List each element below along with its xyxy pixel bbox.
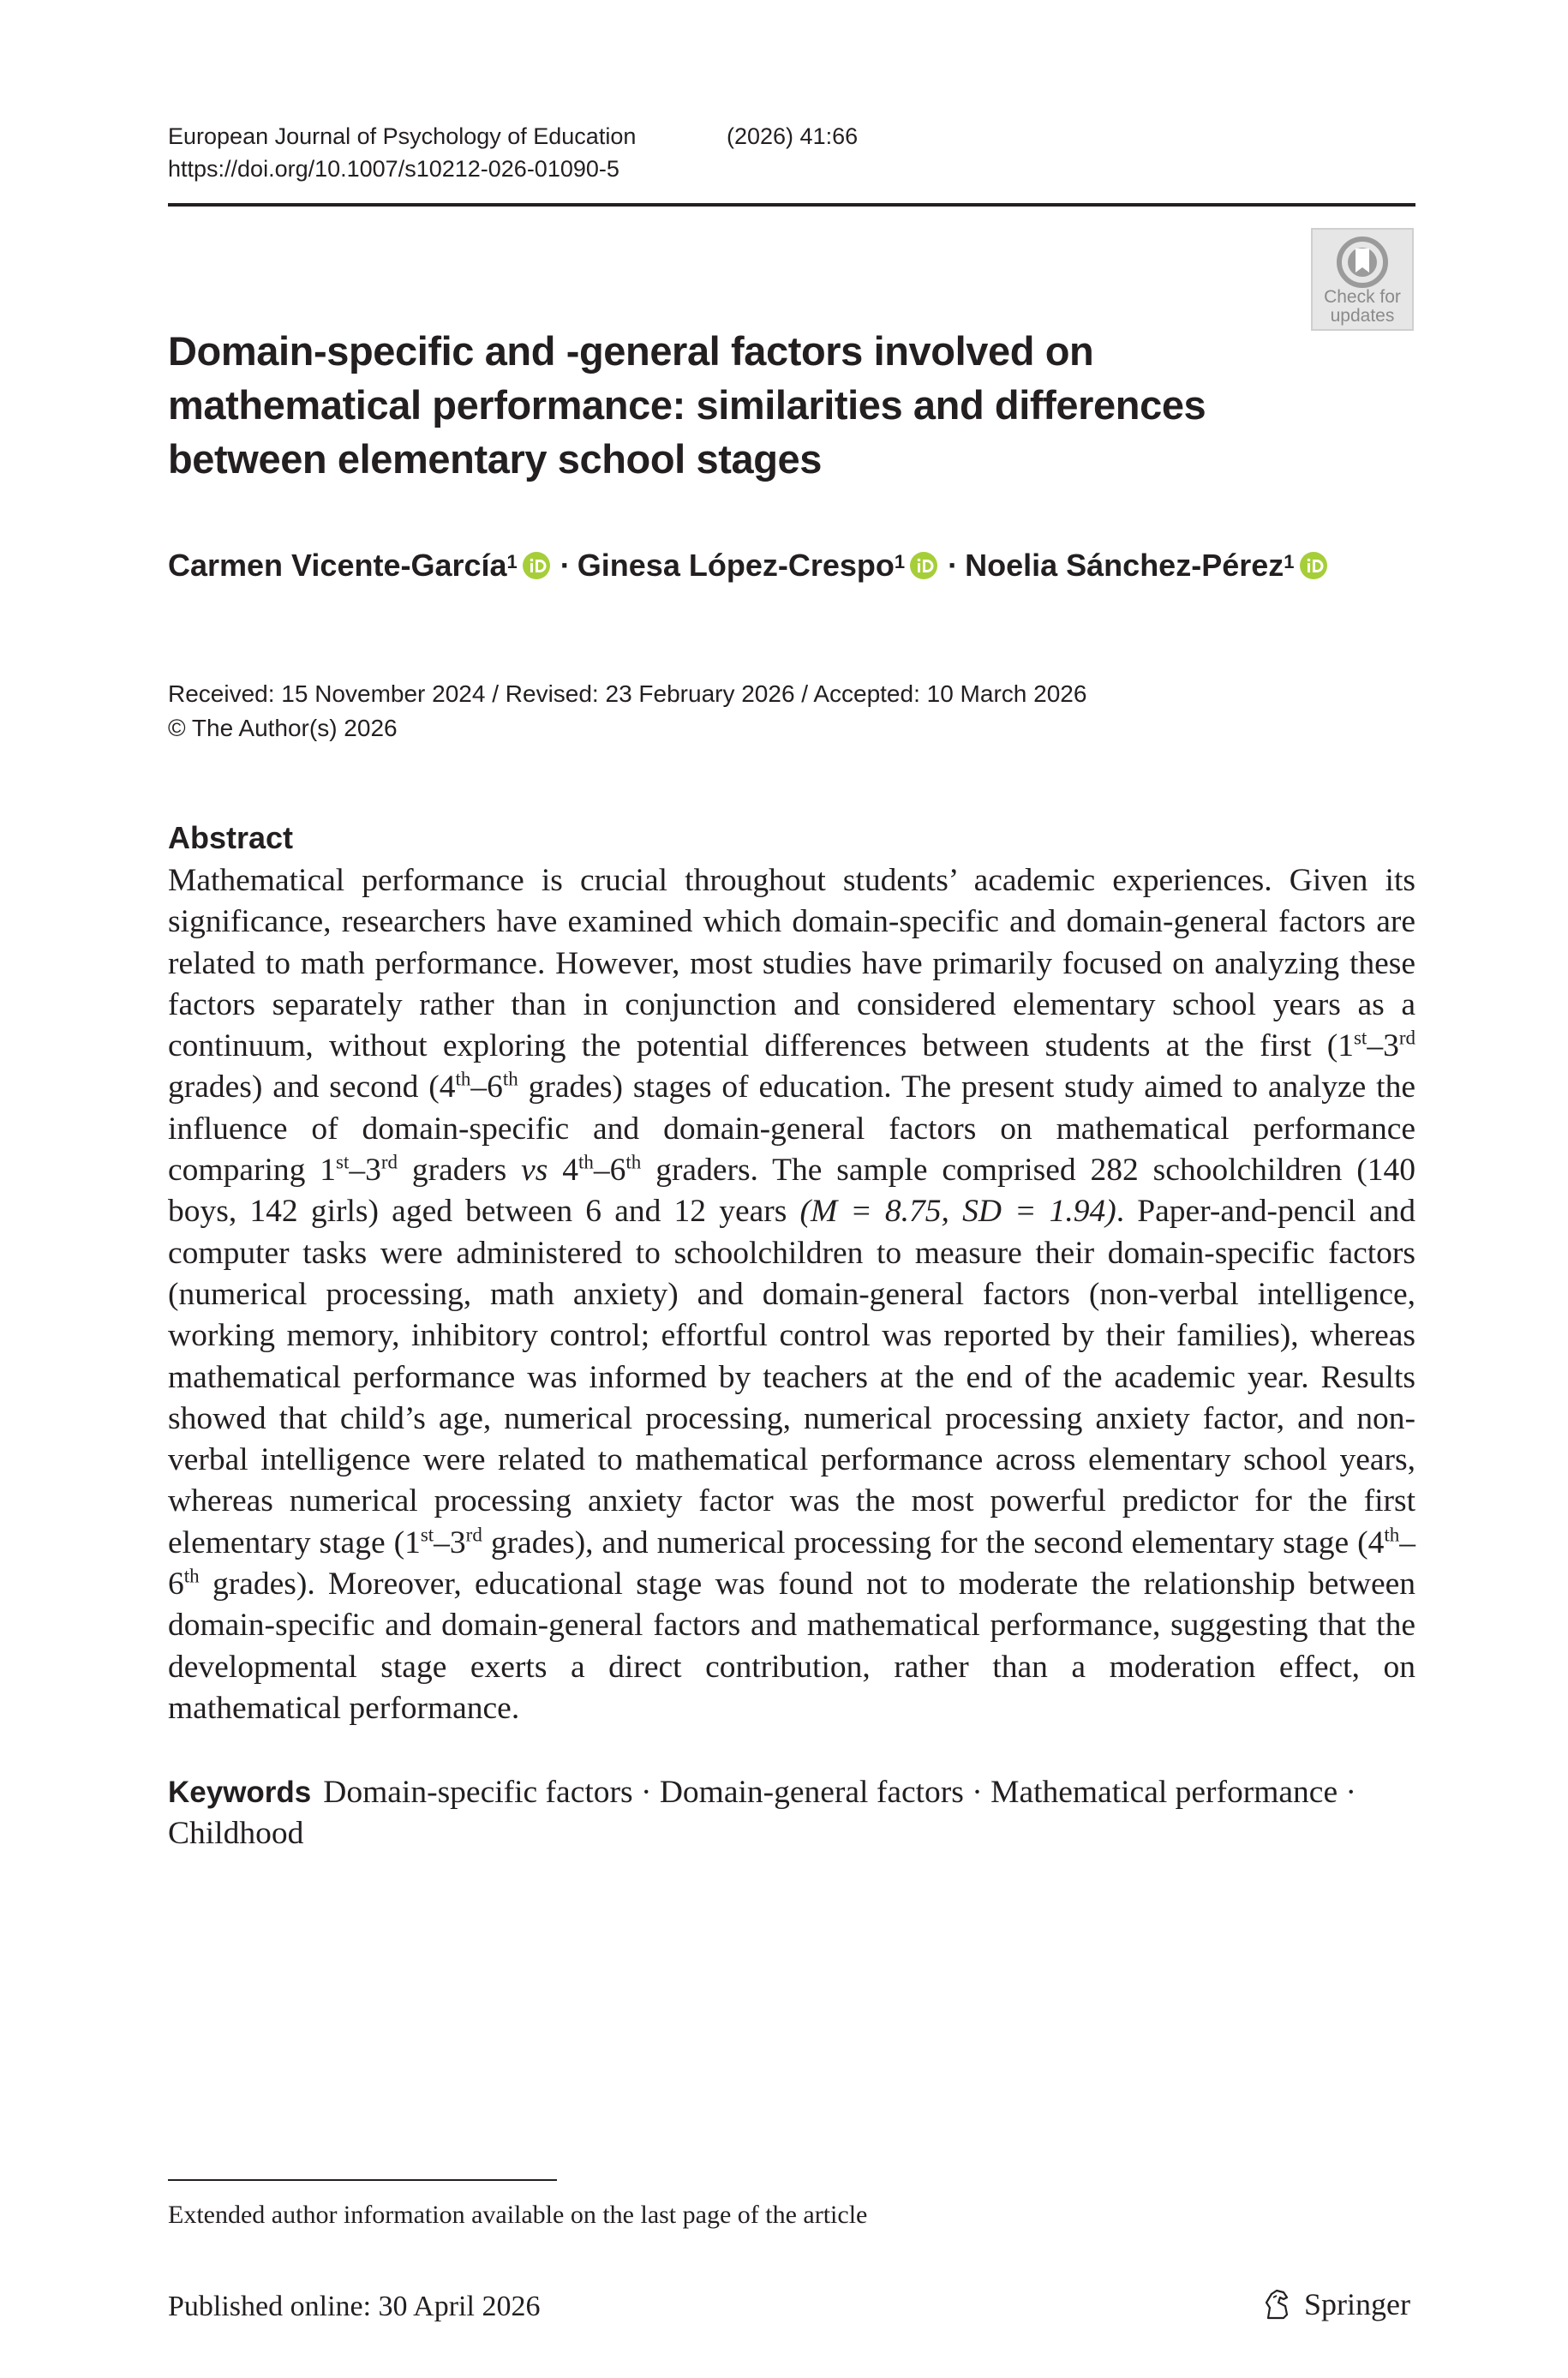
ordinal-suffix: rd	[380, 1151, 398, 1173]
doi-link[interactable]: https://doi.org/10.1007/s10212-026-01090-5	[168, 156, 619, 182]
copyright-line: © The Author(s) 2026	[168, 715, 398, 741]
badge-line-1: Check for	[1324, 287, 1401, 307]
abstract-segment: grades) and second (4	[168, 1069, 456, 1105]
abstract-segment: 4	[548, 1153, 579, 1189]
ordinal-suffix: th	[183, 1565, 200, 1587]
orcid-icon[interactable]	[1300, 552, 1327, 579]
abstract-segment: –3	[1367, 1028, 1399, 1064]
abstract-segment: grades), and numerical processing for the second elementary stage (4	[482, 1524, 1385, 1560]
ordinal-suffix: th	[578, 1151, 594, 1173]
abstract-heading: Abstract	[168, 820, 294, 855]
abstract-italic-vs: vs	[521, 1153, 548, 1189]
dates-line: Received: 15 November 2024 / Revised: 23 February 2026 / Accepted: 10 March 2026	[168, 680, 1087, 707]
ordinal-suffix: th	[1384, 1524, 1400, 1546]
journal-citation: (2026) 41:66	[727, 123, 859, 149]
abstract-segment: grades). Moreover, educational stage was found not to moderate the relationship between domain-specific and domain-general factors and mathematical performance, suggesting that the developmental stage exerts a direct contribution, rather than a moderation effect, on mathematical performance.	[168, 1566, 1415, 1726]
keywords-label: Keywords	[168, 1776, 312, 1809]
author-name[interactable]: Ginesa López‑Crespo	[577, 548, 895, 583]
abstract-segment: Mathematical performance is crucial throughout students’ academic experiences. Given its significance, researchers have examined which domain-specific and domain-general factors are related to math performance. However, most studies have primarily focused on analyzing these factors separately rather than in conjunction and considered elementary school years as a continuum, without exploring the potential differences between students at the first (1	[168, 863, 1415, 1064]
orcid-icon[interactable]	[910, 552, 937, 579]
ordinal-suffix: st	[336, 1151, 350, 1173]
article-title: Domain‑specific and ‑general factors involved on mathematical performance: similarities and differences between elementary school stages	[168, 328, 1206, 482]
abstract-segment: graders. The sample comprised 282 schoolchildren (140 boys, 142 girls) aged between 6 and 12 years	[168, 1153, 1416, 1230]
author-list: Carmen Vicente‑García $^1$ · Ginesa López‑Crespo $^1$ · Noelia Sánchez‑Pérez $^1$	[168, 545, 1334, 586]
abstract-statistics: (M = 8.75, SD = 1.94)	[799, 1194, 1116, 1230]
abstract-segment: grades) stages of education. The present study aimed to analyze the influence of domain-specific and domain-general factors on mathematical performance comparing 1	[168, 1069, 1415, 1189]
footnote-rule	[168, 2179, 557, 2181]
badge-line-2: updates	[1330, 306, 1395, 326]
published-online: Published online: 30 April 2026	[168, 2291, 541, 2322]
author-name[interactable]: Noelia Sánchez‑Pérez	[965, 548, 1284, 583]
abstract-segment: –6	[593, 1153, 626, 1189]
abstract-text	[168, 860, 1415, 1729]
publisher-logo	[1261, 2285, 1410, 2324]
ordinal-suffix: th	[455, 1068, 471, 1090]
publisher-name: Springer	[1304, 2287, 1410, 2321]
keywords-text: Domain‑specific factors · Domain‑general factors · Mathematical performance · Childhood	[168, 1775, 1356, 1851]
keywords-block	[168, 1772, 1415, 1854]
abstract-segment: –3	[349, 1153, 381, 1189]
ordinal-suffix: rd	[1398, 1027, 1415, 1049]
springer-horse-icon	[1261, 2287, 1296, 2321]
bookmark-ribbon-icon	[1337, 237, 1388, 288]
ordinal-suffix: th	[502, 1068, 518, 1090]
author-separator: ·	[560, 548, 571, 583]
abstract-segment: graders	[398, 1153, 522, 1189]
ordinal-suffix: st	[1353, 1027, 1368, 1049]
journal-name: European Journal of Psychology of Education	[168, 123, 637, 149]
abstract-segment: –6	[470, 1069, 503, 1105]
abstract-segment: –3	[434, 1524, 466, 1560]
author-name[interactable]: Carmen Vicente‑García	[168, 548, 507, 583]
check-for-updates-badge[interactable]	[1311, 228, 1414, 331]
orcid-icon[interactable]	[523, 552, 550, 579]
abstract-segment: . Paper-and-pencil and computer tasks were administered to schoolchildren to measure their domain-specific factors (numerical processing, math anxiety) and domain-general factors (non-verbal intelligence, working memory, inhibitory control; effortful control was reported by their families), whereas mathematical performance was informed by teachers at the end of the academic year. Results showed that child’s age, numerical processing, numerical processing anxiety factor, and non-verbal intelligence were related to mathematical performance across elementary school years, whereas numerical processing anxiety factor was the most powerful predictor for the first elementary stage (1	[168, 1194, 1415, 1560]
ordinal-suffix: rd	[465, 1524, 482, 1546]
footnote: Extended author information available on the last page of the article	[168, 2201, 868, 2229]
publication-history	[168, 677, 1086, 746]
header-rule	[168, 203, 1415, 207]
author-separator: ·	[948, 548, 959, 583]
ordinal-suffix: st	[420, 1524, 434, 1546]
journal-header	[168, 120, 858, 185]
ordinal-suffix: th	[625, 1151, 642, 1173]
abstract-segment: –6	[168, 1524, 1415, 1602]
